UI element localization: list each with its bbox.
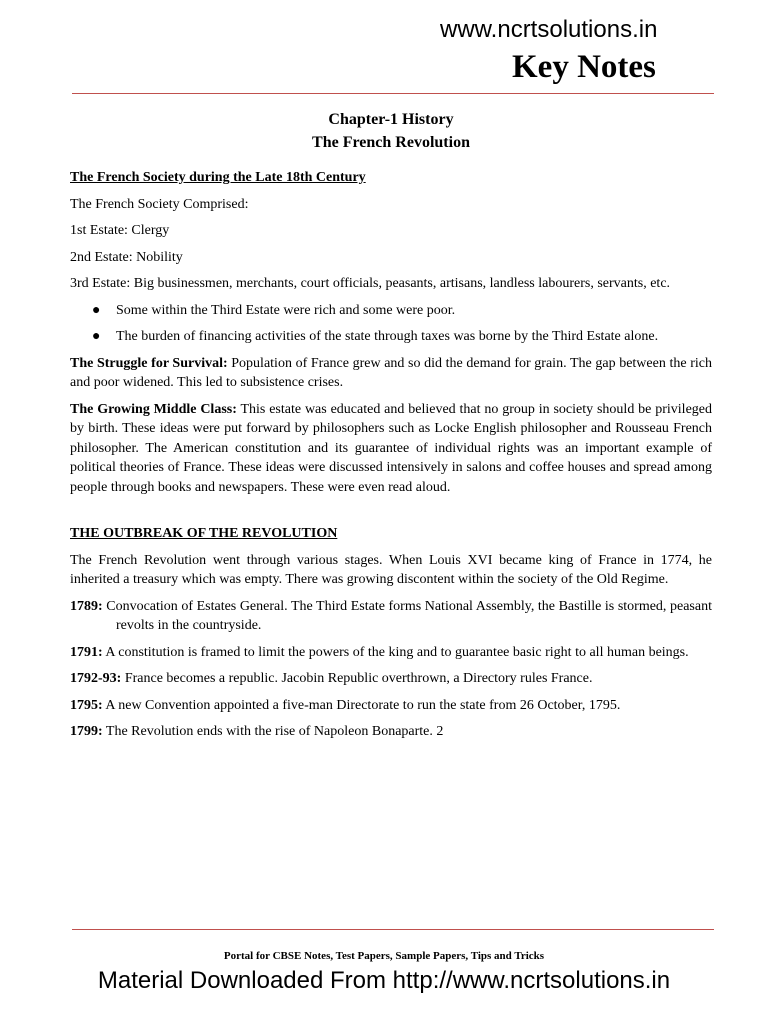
third-estate-bullets bbox=[70, 301, 712, 347]
header-site-url: www.ncrtsolutions.in bbox=[440, 16, 658, 43]
timeline-entry bbox=[70, 722, 712, 742]
timeline-year: 1795: bbox=[70, 697, 103, 713]
footer-material-text: Material Downloaded From http://www.ncrtsolutions.in bbox=[97, 967, 671, 994]
footer-portal-text: Portal for CBSE Notes, Test Papers, Sample Papers, Tips and Tricks bbox=[223, 950, 545, 962]
middle-class-text: This estate was educated and believed that no group in society should be privileged by birth. These ideas were put forward by philosophers such as Locke English philosopher and Rousseau French philosopher. The American constitution and its guarantee of individual rights was an important example of political theories of France. These ideas were discussed intensively in salons and coffee houses and spread among people through books and newspapers. These were even read aloud. bbox=[70, 401, 712, 495]
timeline-entry bbox=[70, 696, 712, 716]
timeline-year: 1792-93: bbox=[70, 671, 122, 686]
struggle-text: Population of France grew and so did the demand for grain. The gap between the rich and poor widened. This led to subsistence crises. bbox=[70, 355, 712, 390]
section-gap bbox=[70, 504, 712, 524]
struggle-label: The Struggle for Survival: bbox=[70, 355, 228, 371]
list-item bbox=[70, 301, 712, 321]
estate-3: 3rd Estate: Big businessmen, merchants, court officials, peasants, artisans, landless labourers, servants, etc. bbox=[70, 276, 671, 291]
timeline-text: A new Convention appointed a five-man Directorate to run the state from 26 October, 1795. bbox=[102, 697, 621, 713]
struggle-paragraph bbox=[70, 354, 712, 393]
section-heading-french-society: The French Society during the Late 18th Century bbox=[70, 170, 366, 185]
timeline-text: Convocation of Estates General. The Third Estate forms National Assembly, the Bastille is stormed, peasant revolts in the countryside. bbox=[102, 598, 712, 633]
timeline-entry bbox=[70, 669, 712, 689]
top-divider bbox=[72, 93, 714, 94]
middle-class-paragraph bbox=[70, 400, 712, 498]
timeline-text: France becomes a republic. Jacobin Republic overthrown, a Directory rules France. bbox=[121, 671, 593, 686]
section-heading-outbreak: THE OUTBREAK OF THE REVOLUTION bbox=[70, 526, 338, 541]
document-body bbox=[70, 108, 712, 749]
chapter-title-block bbox=[70, 108, 712, 154]
timeline-entry bbox=[70, 597, 712, 636]
list-item bbox=[70, 327, 712, 347]
chapter-subtitle: The French Revolution bbox=[312, 134, 470, 151]
timeline-year: 1789: bbox=[70, 598, 103, 614]
bottom-divider bbox=[72, 929, 714, 930]
timeline-text: A constitution is framed to limit the powers of the king and to guarantee basic right to all human beings. bbox=[102, 644, 689, 660]
timeline bbox=[70, 597, 712, 742]
timeline-entry bbox=[70, 643, 712, 663]
header-key-notes: Key Notes bbox=[512, 49, 656, 85]
timeline-text: The Revolution ends with the rise of Napoleon Bonaparte. 2 bbox=[102, 724, 444, 739]
timeline-year: 1791: bbox=[70, 644, 103, 660]
list-item-text: The burden of financing activities of the state through taxes was borne by the Third Estate alone. bbox=[116, 329, 659, 344]
society-comprised: The French Society Comprised: bbox=[70, 196, 249, 212]
bullet-icon: ● bbox=[92, 329, 101, 344]
list-item-text: Some within the Third Estate were rich and some were poor. bbox=[116, 302, 456, 318]
middle-class-label: The Growing Middle Class: bbox=[70, 401, 237, 417]
chapter-title: Chapter-1 History bbox=[328, 111, 454, 128]
estate-1: 1st Estate: Clergy bbox=[70, 223, 170, 238]
timeline-year: 1799: bbox=[70, 724, 103, 739]
estate-2: 2nd Estate: Nobility bbox=[70, 249, 183, 265]
outbreak-intro: The French Revolution went through various stages. When Louis XVI became king of France in 1774, he inherited a treasury which was empty. There was growing discontent within the society of the Old Regime. bbox=[70, 552, 712, 587]
bullet-icon: ● bbox=[92, 302, 101, 318]
